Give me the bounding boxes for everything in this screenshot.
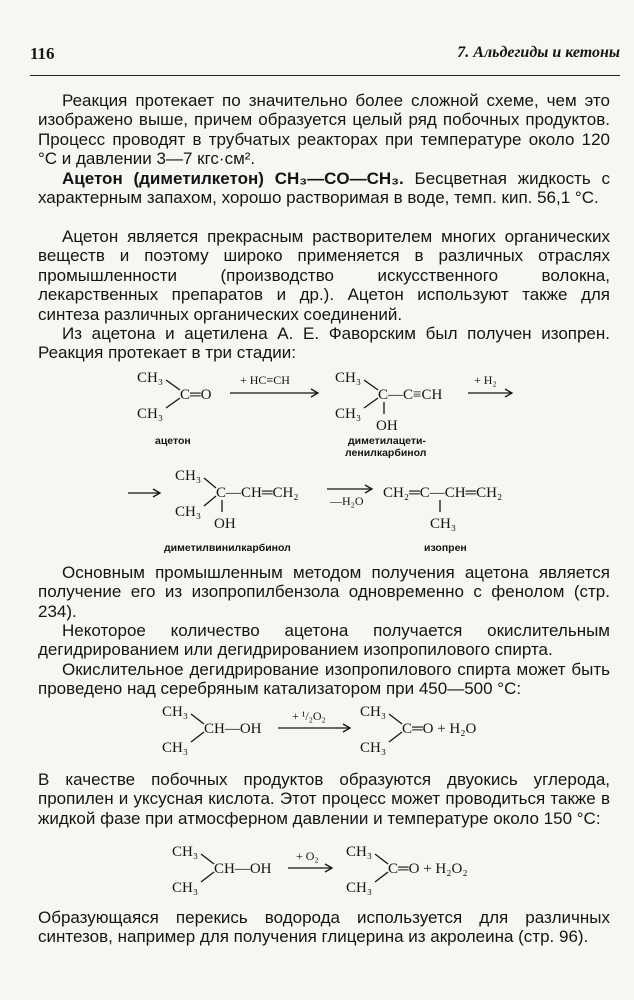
bond [204, 478, 216, 488]
paragraph-dehydrogenation: Некоторое количество ацетона получается окислительным дегидрированием или дегидрированием изопропилового спирта. [38, 621, 610, 660]
acetone-ch3-bottom: CH₃ [137, 406, 164, 422]
acetone-description: Бесцветная жидкость с характерным запахом, хорошо растворимая в воде, темп. кип. 56,1 °С. [38, 169, 611, 208]
bond [166, 398, 180, 408]
paragraph-acetone [38, 169, 610, 208]
carbinol-oh: OH [376, 418, 398, 434]
paragraph-reaction-scheme: Реакция протекает по значительно более сложной схеме, чем это изображено выше, причем образуется целый ряд побочных продуктов. Процесс проводят в трубчатых реакторах при температуре около 120 °С и давлении 3—7 кгс·см². [38, 91, 610, 169]
page-header [30, 44, 620, 64]
caption-carbinol-1: диметилацети- [348, 435, 426, 447]
acetone-product-ch3-top: CH₃ [360, 704, 387, 720]
acetone-heading: Ацетон (диметилкетон) [62, 169, 264, 188]
caption-acetone: ацетон [155, 435, 191, 447]
scheme-oxidative-dehydrogenation [0, 700, 634, 762]
running-title: 7. Альдегиды и кетоны [457, 44, 620, 61]
paragraph-solvent: Ацетон является прекрасным растворителем многих органических веществ и поэтому широко применяется в различных отраслях промышленности (производство искусственного волокна, лекарственных препаратов и др.). Ацетон используют также для синтеза различных органических соединений. [38, 227, 610, 324]
vinylcarbinol-chain: C—CH═CH₂ [216, 485, 299, 501]
paragraph-peroxide: Образующаяся перекись водорода используется для различных синтезов, например для получения глицерина из акролеина (стр. 96). [38, 908, 610, 947]
isopropanol-ch3-bottom: CH₃ [162, 740, 189, 756]
vinylcarbinol-oh: OH [214, 516, 236, 532]
isopropanol2-ch3-top: CH₃ [172, 844, 199, 860]
acetone-formula: CH₃—CO—CH₃. [274, 169, 404, 188]
reagent-half-oxygen: + ¹/₂O₂ [292, 709, 326, 723]
carbinol-ch3-bottom: CH₃ [335, 406, 362, 422]
reagent-dehydration: —H₂O [330, 494, 364, 508]
scheme-favorsky-stage2 [0, 460, 634, 555]
paragraph-favorsky: Из ацетона и ацетилена А. Е. Фаворским был получен изопрен. Реакция протекает в три стадии: [38, 324, 610, 363]
bond [204, 496, 216, 506]
isopropanol-choh: CH—OH [204, 721, 262, 737]
bond [389, 714, 402, 724]
acetone2-ch3-bottom: CH₃ [346, 880, 373, 896]
isopropanol2-ch3-bottom: CH₃ [172, 880, 199, 896]
carbinol-ch3-top: CH₃ [335, 370, 362, 386]
paragraph-oxidative: Окислительное дегидрирование изопропилового спирта может быть проведено над серебряным катализатором при 450—500 °С: [38, 660, 610, 699]
bond [364, 398, 378, 408]
bond [201, 854, 214, 864]
bond [191, 732, 204, 742]
bond [375, 854, 388, 864]
acetone2-ch3-top: CH₃ [346, 844, 373, 860]
acetone-carbonyl: C═O [180, 387, 212, 403]
isopropanol-ch3-top: CH₃ [162, 704, 189, 720]
bond [201, 872, 214, 882]
acetone-product-water: C═O + H₂O [402, 721, 477, 737]
reagent-hydrogen: + H₂ [474, 373, 497, 387]
paragraph-cumene-method: Основным промышленным методом получения ацетона является получение его из изопропилбензола одновременно с фенолом (стр. 234). [38, 563, 610, 621]
page-number: 116 [30, 44, 55, 63]
bond [389, 732, 402, 742]
caption-vinylcarbinol: диметилвинилкарбинол [164, 542, 291, 554]
acetone2-peroxide: C═O + H₂O₂ [388, 861, 468, 877]
bond [364, 380, 378, 390]
paragraph-byproducts: В качестве побочных продуктов образуются двуокись углерода, пропилен и уксусная кислота. Этот процесс может проводиться также в жидкой фазе при атмосферном давлении и температуре около 150 °С: [38, 770, 610, 828]
isopropanol2-choh: CH—OH [214, 861, 272, 877]
acetone-product-ch3-bottom: CH₃ [360, 740, 387, 756]
scheme-liquid-phase [0, 840, 634, 902]
acetone-ch3-top: CH₃ [137, 370, 164, 386]
bond [191, 714, 204, 724]
vinylcarbinol-ch3-top: CH₃ [175, 468, 202, 484]
caption-carbinol-2: ленилкарбинол [345, 447, 427, 459]
header-rule [30, 75, 620, 76]
isoprene-chain: CH₂═C—CH═CH₂ [383, 485, 503, 501]
isoprene-ch3: CH₃ [430, 516, 457, 532]
reagent-oxygen: + O₂ [296, 849, 319, 863]
vinylcarbinol-ch3-bottom: CH₃ [175, 504, 202, 520]
carbinol-chain: C—C≡CH [378, 387, 443, 403]
bond [375, 872, 388, 882]
bond [166, 380, 180, 390]
caption-isoprene: изопрен [424, 542, 467, 554]
scheme-favorsky-stage1 [0, 360, 634, 460]
reagent-acetylene: + HC≡CH [240, 373, 290, 387]
